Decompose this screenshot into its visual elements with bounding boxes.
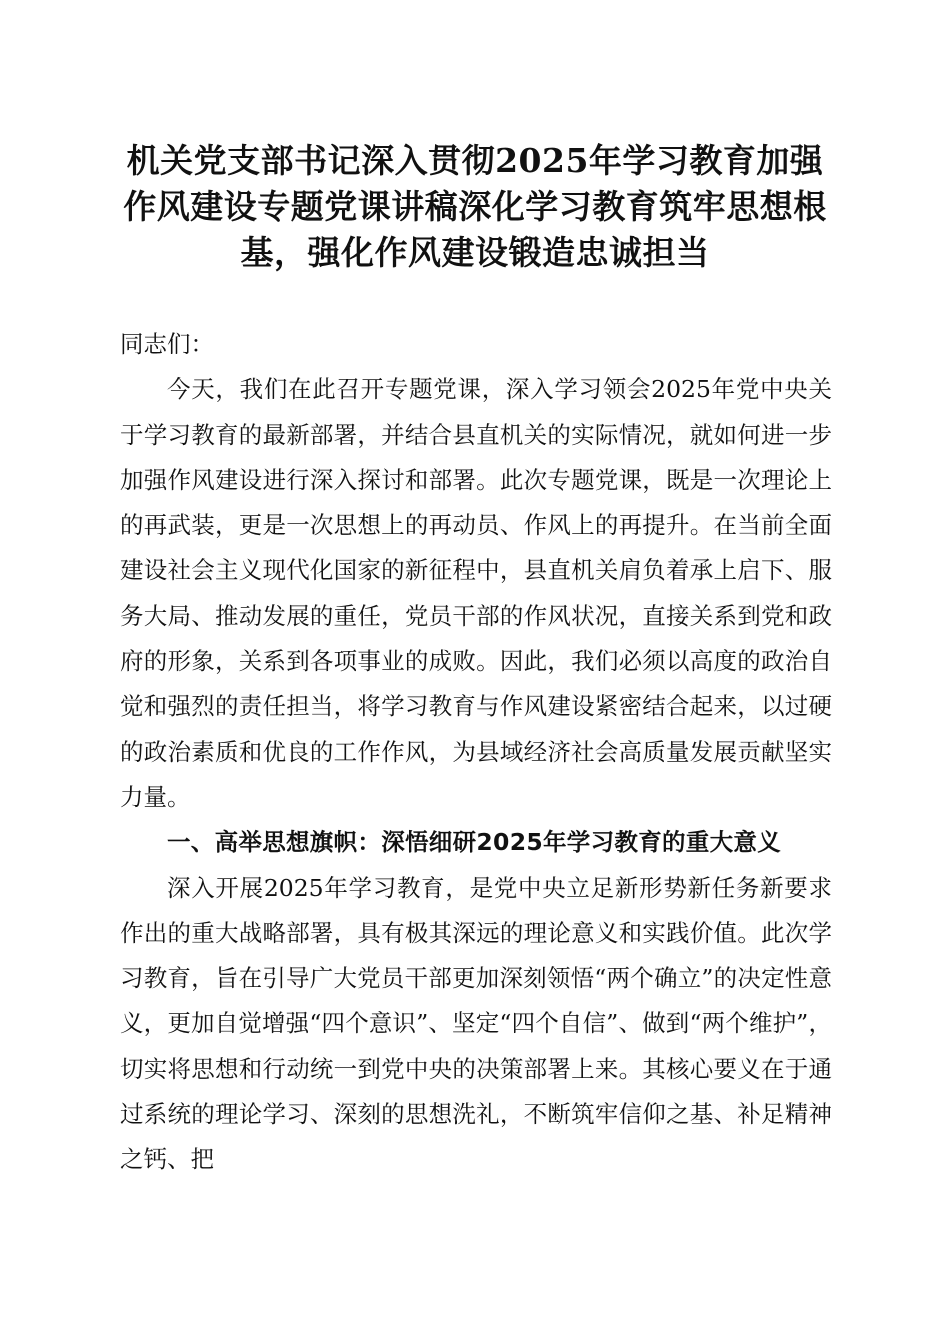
salutation: 同志们：	[120, 330, 214, 358]
document-body	[120, 322, 832, 1183]
paragraph-intro: 今天，我们在此召开专题党课，深入学习领会2025年党中央关于学习教育的最新部署，并结合县直机关的实际情况，就如何进一步加强作风建设进行深入探讨和部署。此次专题党课，既是一次理论上的再武装，更是一次思想上的再动员、作风上的再提升。在当前全面建设社会主义现代化国家的新征程中，县直机关肩负着承上启下、服务大局、推动发展的重任，党员干部的作风状况，直接关系到党和政府的形象，关系到各项事业的成败。因此，我们必须以高度的政治自觉和强烈的责任担当，将学习教育与作风建设紧密结合起来，以过硬的政治素质和优良的工作作风，为县域经济社会高质量发展贡献坚实力量。	[120, 375, 832, 811]
section-heading-1: 一、高举思想旗帜：深悟细研2025年学习教育的重大意义	[167, 828, 782, 857]
paragraph-section-1: 深入开展2025年学习教育，是党中央立足新形势新任务新要求作出的重大战略部署，具有极其深远的理论意义和实践价值。此次学习教育，旨在引导广大党员干部更加深刻领悟“两个确立”的决定性意义，更加自觉增强“四个意识”、坚定“四个自信”、做到“两个维护”，切实将思想和行动统一到党中央的决策部署上来。其核心要义在于通过系统的理论学习、深刻的思想洗礼，不断筑牢信仰之基、补足精神之钙、把	[120, 873, 832, 1174]
document-title: 机关党支部书记深入贯彻2025年学习教育加强作风建设专题党课讲稿深化学习教育筑牢思想根基，强化作风建设锻造忠诚担当	[123, 141, 827, 272]
